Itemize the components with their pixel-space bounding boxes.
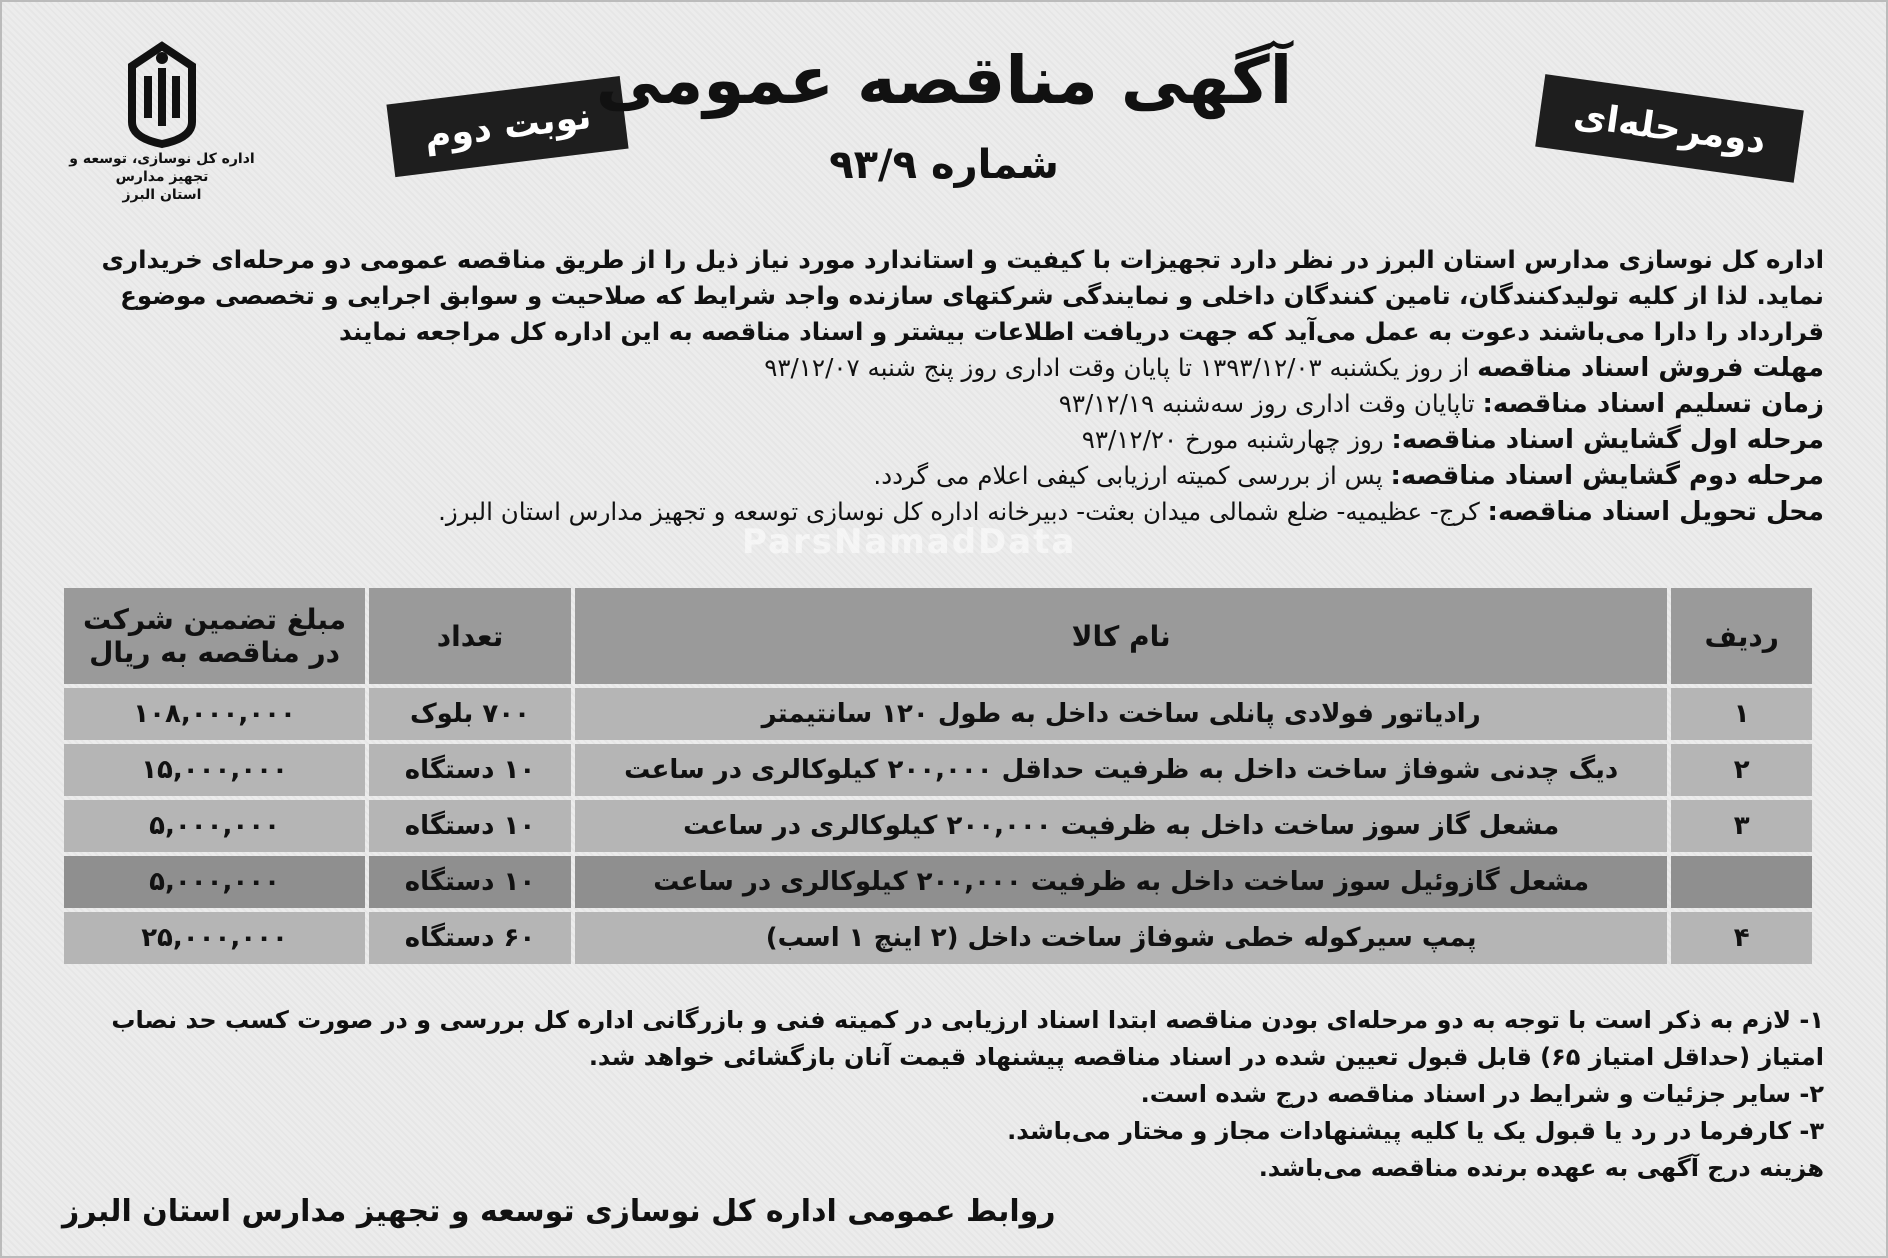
two-stage-badge: دومرحله‌ای	[1535, 74, 1804, 183]
notes-section	[54, 1002, 1824, 1187]
notice-title: آگهی مناقصه عمومی	[595, 42, 1293, 119]
watermark-text: ParsNamadData	[742, 522, 1077, 562]
field-row-submission-time	[54, 386, 1824, 422]
note-item: ۳- کارفرما در رد یا قبول یک یا کلیه پیشنهادات مجاز و مختار می‌باشد.	[1007, 1117, 1824, 1145]
cell-quantity: ۱۰ دستگاه	[369, 800, 571, 852]
field-label: مرحله دوم گشایش اسناد مناقصه:	[1390, 461, 1824, 491]
table-row	[64, 688, 1812, 740]
field-value: تاپایان وقت اداری روز سه‌شنبه ۹۳/۱۲/۱۹	[1058, 389, 1475, 418]
second-publication-badge: نوبت دوم	[386, 76, 629, 177]
notice-body	[54, 242, 1824, 530]
notice-header	[2, 2, 1886, 232]
cell-quantity: ۱۰ دستگاه	[369, 744, 571, 796]
table-row	[64, 856, 1812, 908]
cell-amount: ۱۵,۰۰۰,۰۰۰	[64, 744, 365, 796]
public-relations-signature: روابط عمومی اداره کل نوسازی توسعه و تجهیز مدارس استان البرز	[62, 1194, 1056, 1229]
field-row-first-opening	[54, 422, 1824, 458]
table-header-row	[64, 588, 1812, 684]
header-item-name: نام کالا	[575, 588, 1667, 684]
cell-item-name: مشعل گازوئیل سوز ساخت داخل به ظرفیت ۲۰۰,۰۰۰ کیلوکالری در ساعت	[575, 856, 1667, 908]
header-quantity: تعداد	[369, 588, 571, 684]
cell-item-name: مشعل گاز سوز ساخت داخل به ظرفیت ۲۰۰,۰۰۰ کیلوکالری در ساعت	[575, 800, 1667, 852]
field-value: از روز یکشنبه ۱۳۹۳/۱۲/۰۳ تا پایان وقت اداری روز پنج شنبه ۹۳/۱۲/۰۷	[764, 353, 1470, 382]
cell-quantity: ۷۰۰ بلوک	[369, 688, 571, 740]
field-value: کرج- عظیمیه- ضلع شمالی میدان بعثت- دبیرخانه اداره کل نوسازی توسعه و تجهیز مدارس استان البرز.	[438, 497, 1480, 526]
logo-caption-line2: استان البرز	[122, 187, 202, 203]
field-label: زمان تسلیم اسناد مناقصه:	[1482, 389, 1824, 419]
field-value: پس از بررسی کمیته ارزیابی کیفی اعلام می گردد.	[873, 461, 1383, 490]
header-row-number: ردیف	[1671, 588, 1812, 684]
intro-text: در نظر دارد تجهیزات با کیفیت و استاندارد مورد نیاز ذیل را از طریق مناقصه عمومی دو مرحله‌ای خریداری نماید. لذا از کلیه تولیدکنندگان، تامین کنندگان داخلی و نمایندگی شرکتهای سازنده واجد شرایط که صلاحیت و سوابق اجرایی و تخصصی موضوع قرارداد را دارا می‌باشند دعوت به عمل می‌آید که جهت دریافت اطلاعات بیشتر و اسناد مناقصه به این اداره کل مراجعه نمایند	[101, 245, 1824, 346]
header-guarantee-amount: مبلغ تضمین شرکت در مناقصه به ریال	[64, 588, 365, 684]
cell-amount: ۵,۰۰۰,۰۰۰	[64, 856, 365, 908]
cell-item-name: رادیاتور فولادی پانلی ساخت داخل به طول ۱۲۰ سانتیمتر	[575, 688, 1667, 740]
cell-amount: ۵,۰۰۰,۰۰۰	[64, 800, 365, 852]
notice-number: شماره ۹۳/۹	[829, 142, 1059, 188]
logo-caption-line1: اداره کل نوسازی، توسعه و تجهیز مدارس	[69, 151, 255, 185]
cell-row-number: ۳	[1671, 800, 1812, 852]
cell-row-number: ۱	[1671, 688, 1812, 740]
table-row	[64, 800, 1812, 852]
field-label: مهلت فروش اسناد مناقصه	[1477, 353, 1824, 383]
cell-quantity: ۱۰ دستگاه	[369, 856, 571, 908]
cell-row-number	[1671, 856, 1812, 908]
field-row-sale-deadline	[54, 350, 1824, 386]
cell-quantity: ۶۰ دستگاه	[369, 912, 571, 964]
table-row	[64, 744, 1812, 796]
organization-name: اداره کل نوسازی مدارس استان البرز	[1377, 245, 1824, 274]
cell-item-name: پمپ سیرکوله خطی شوفاژ ساخت داخل (۲ اینچ ۱ اسب)	[575, 912, 1667, 964]
cell-amount: ۲۵,۰۰۰,۰۰۰	[64, 912, 365, 964]
cell-row-number: ۲	[1671, 744, 1812, 796]
note-item: هزینه درج آگهی به عهده برنده مناقصه می‌باشد.	[1258, 1154, 1824, 1182]
field-label: محل تحویل اسناد مناقصه:	[1487, 497, 1824, 527]
field-label: مرحله اول گشایش اسناد مناقصه:	[1391, 425, 1824, 455]
note-item: ۲- سایر جزئیات و شرایط در اسناد مناقصه درج شده است.	[1140, 1080, 1824, 1108]
note-item: ۱- لازم به ذکر است با توجه به دو مرحله‌ای بودن مناقصه ابتدا اسناد ارزیابی در کمیته فنی و بازرگانی اداره کل بررسی و در صورت کسب حد نصاب امتیاز (حداقل امتیاز ۶۵) قابل قبول تعیین شده در اسناد مناقصه پیشنهاد قیمت آنان بازگشائی خواهد شد.	[111, 1006, 1824, 1071]
items-table	[60, 584, 1816, 968]
intro-paragraph	[54, 242, 1824, 350]
cell-row-number: ۴	[1671, 912, 1812, 964]
cell-item-name: دیگ چدنی شوفاژ ساخت داخل به ظرفیت حداقل ۲۰۰,۰۰۰ کیلوکالری در ساعت	[575, 744, 1667, 796]
cell-amount: ۱۰۸,۰۰۰,۰۰۰	[64, 688, 365, 740]
table-row	[64, 912, 1812, 964]
field-value: روز چهارشنبه مورخ ۹۳/۱۲/۲۰	[1081, 425, 1384, 454]
field-row-second-opening	[54, 458, 1824, 494]
